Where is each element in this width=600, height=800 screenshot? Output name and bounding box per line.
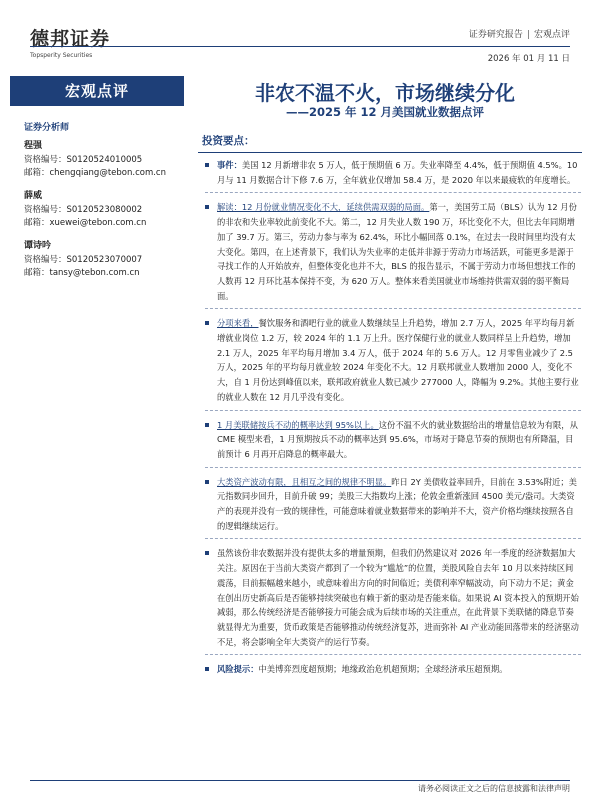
bullet-text: 餐饮服务和酒吧行业的就业人数继续呈上升趋势，增加 2.7 万人，2025 年平均每月新增就业岗位 1.2 万，较 2024 年的 1.1 万上升。医疗保健行业的就业人数同样呈上升趋势，增加 2.1 万人，2025 年平均每月增加 3.4 万人，低于 2024 年的 5.6 万人。12 月零售业减少了 2.5 万人，2025 年的平均每月就业较 2024 年变化不大。12 月联邦就业人数增加 2000 人，变化不大，自 1 月份达到峰值以来，联邦政府就业人数已减少 277000 人，降幅为 9.2%。其他主要行业的就业人数在 12 月几乎没有变化。: [217, 318, 579, 402]
bullet-marker: [205, 480, 209, 484]
bullet-lead: 大类资产波动有限，且相互之间的规律不明显。: [217, 476, 392, 487]
analyst-heading: 证券分析师: [24, 123, 70, 133]
bullet-text: 美国 12 月新增非农 5 万人，低于预期值 6 万。失业率降至 4.4%，低于预期值 4.5%。10 月与 11 月数据合计下修 7.6 万，全年就业仅增加 58.4 万，是 2020 年以来最疲软的年度增长。: [217, 160, 578, 185]
analyst-email[interactable]: 邮箱：tansy@tebon.com.cn: [24, 268, 140, 278]
bullet-event: [205, 158, 581, 187]
analyst-email[interactable]: 邮箱：xuewei@tebon.com.cn: [24, 218, 147, 228]
company-logo: [30, 24, 110, 59]
bullet-text: 中美博弈烈度超预期；地缘政治危机超预期；全球经济承压超预期。: [258, 664, 508, 675]
report-type: [469, 27, 570, 40]
analyst-cert: 资格编号：S0120523070007: [24, 255, 143, 265]
analyst-card: [24, 188, 194, 230]
analyst-card: [24, 138, 194, 180]
bullet-text: 这份不温不火的就业数据给出的增量信息较为有限，从 CME 模型来看，1 月预期按兵不动的概率达到 95.6%，市场对于降息节奏的预期也有所降温，目前预计 6 月再开启降息的概率最大。: [217, 419, 578, 459]
key-points-list: [205, 158, 581, 677]
bullet-divider: [205, 308, 581, 309]
bullet-risk: [205, 662, 581, 677]
bullet-interpretation: [205, 200, 581, 303]
bullet-text: 第一，美国劳工局（BLS）认为 12 月份的非农和失业率较此前变化不大。第二，12 月失业人数 190 万，环比变化不大，但比去年同期增加了 39.7 万。第三，劳动力参与率为 62.4%，环比小幅回落 0.1%，在过去一段时间里均没有太大变化。第四，在上述背景下，我们认为失业率的走低并非源于劳动力市场活跃，可能更多是源于寻找工作的人开始放弃，但整体变化也并不大，BLS 的报告显示，不属于劳动力市场但想找工作的人数再 12 月环比基本保持不变，为 620 万人。整体来看美国就业市场维持供需双弱的弱平衡局面。: [217, 202, 577, 301]
analyst-cert: 资格编号：S0120523080002: [24, 205, 143, 215]
page-title: 非农不温不火，市场继续分化: [255, 81, 515, 105]
bullet-marker: [205, 667, 209, 671]
report-type-separator: |: [526, 30, 530, 40]
report-type-1: 证券研究报告: [468, 30, 523, 40]
key-points-heading: 投资要点：: [198, 133, 582, 153]
bullet-fed: [205, 418, 581, 462]
bullet-lead: 1 月美联储按兵不动的概率达到 95%以上。: [217, 419, 379, 430]
bullet-lead: 解读：12 月份就业情况变化不大，延续供需双弱的局面。: [217, 202, 430, 213]
bullet-marker: [205, 163, 209, 167]
company-name-cn: 德邦证券: [30, 28, 111, 50]
bullet-marker: [205, 321, 209, 325]
bullet-text: 虽然该份非农数据并没有提供太多的增量预期，但我们仍然建议对 2026 年一季度的经济数据加大关注。原因在于当前大类资产都到了一个较为“尴尬”的位置，美股风险自去年 10 月以来持续区间震荡，目前振幅越来越小，或意味着出方向的时间临近；美债利率窄幅波动，向下动力不足；黄金在创出历史新高后是否能够持续突破也有赖于新的驱动是否能来临。如果说 AI 资本投入的预期开始减弱，那么传统经济是否能够接力可能会成为后续市场的关注重点，在此背景下美联储的降息节奏就显得尤为重要，货币政策是否能够推动传统经济复苏，进而弥补 AI 产业动能回落带来的经济驱动不足，将会影响全年大类资产的运行节奏。: [217, 548, 579, 647]
bullet-marker: [205, 205, 209, 209]
bullet-divider: [205, 467, 581, 468]
side-banner: 宏观点评: [10, 76, 184, 106]
bullet-divider: [205, 410, 581, 411]
footer-rule: [30, 780, 570, 781]
analyst-email[interactable]: 邮箱：chengqiang@tebon.com.cn: [24, 168, 166, 178]
report-date: 2026 年 01 月 11 日: [487, 54, 570, 64]
analyst-name: 薛威: [24, 191, 43, 201]
footer-disclaimer: 请务必阅读正文之后的信息披露和法律声明: [418, 784, 570, 793]
analyst-sidebar: [24, 120, 194, 288]
bullet-sectors: [205, 316, 581, 404]
page-subtitle: ——2025 年 12 月美国就业数据点评: [285, 105, 485, 119]
analyst-cert: 资格编号：S0120524010005: [24, 155, 143, 165]
bullet-assets: [205, 475, 581, 534]
report-type-2: 宏观点评: [533, 30, 570, 40]
bullet-marker: [205, 423, 209, 427]
bullet-lead: 分项来看，: [217, 318, 259, 329]
bullet-outlook: [205, 546, 581, 649]
analyst-name: 谭诗吟: [24, 241, 52, 251]
company-name-en: Topsperity Securities: [30, 52, 93, 59]
bullet-text: 昨日 2Y 美债收益率回升，目前在 3.53%附近；美元指数同步回升，目前升破 99；美股三大指数均上涨；伦敦金重新涨回 4500 美元/盎司。大类资产的表现并没有一致的规律性，可能意味着就业数据带来的影响并不大，资产价格均继续按照各自的逻辑继续运行。: [217, 476, 577, 531]
analyst-card: [24, 238, 194, 280]
bullet-lead: 事件：: [217, 160, 242, 170]
bullet-marker: [205, 551, 209, 555]
header-rule: [30, 46, 570, 47]
bullet-divider: [205, 654, 581, 655]
bullet-divider: [205, 192, 581, 193]
analyst-name: 程强: [24, 141, 43, 151]
bullet-lead: 风险提示：: [217, 664, 259, 675]
bullet-divider: [205, 538, 581, 539]
